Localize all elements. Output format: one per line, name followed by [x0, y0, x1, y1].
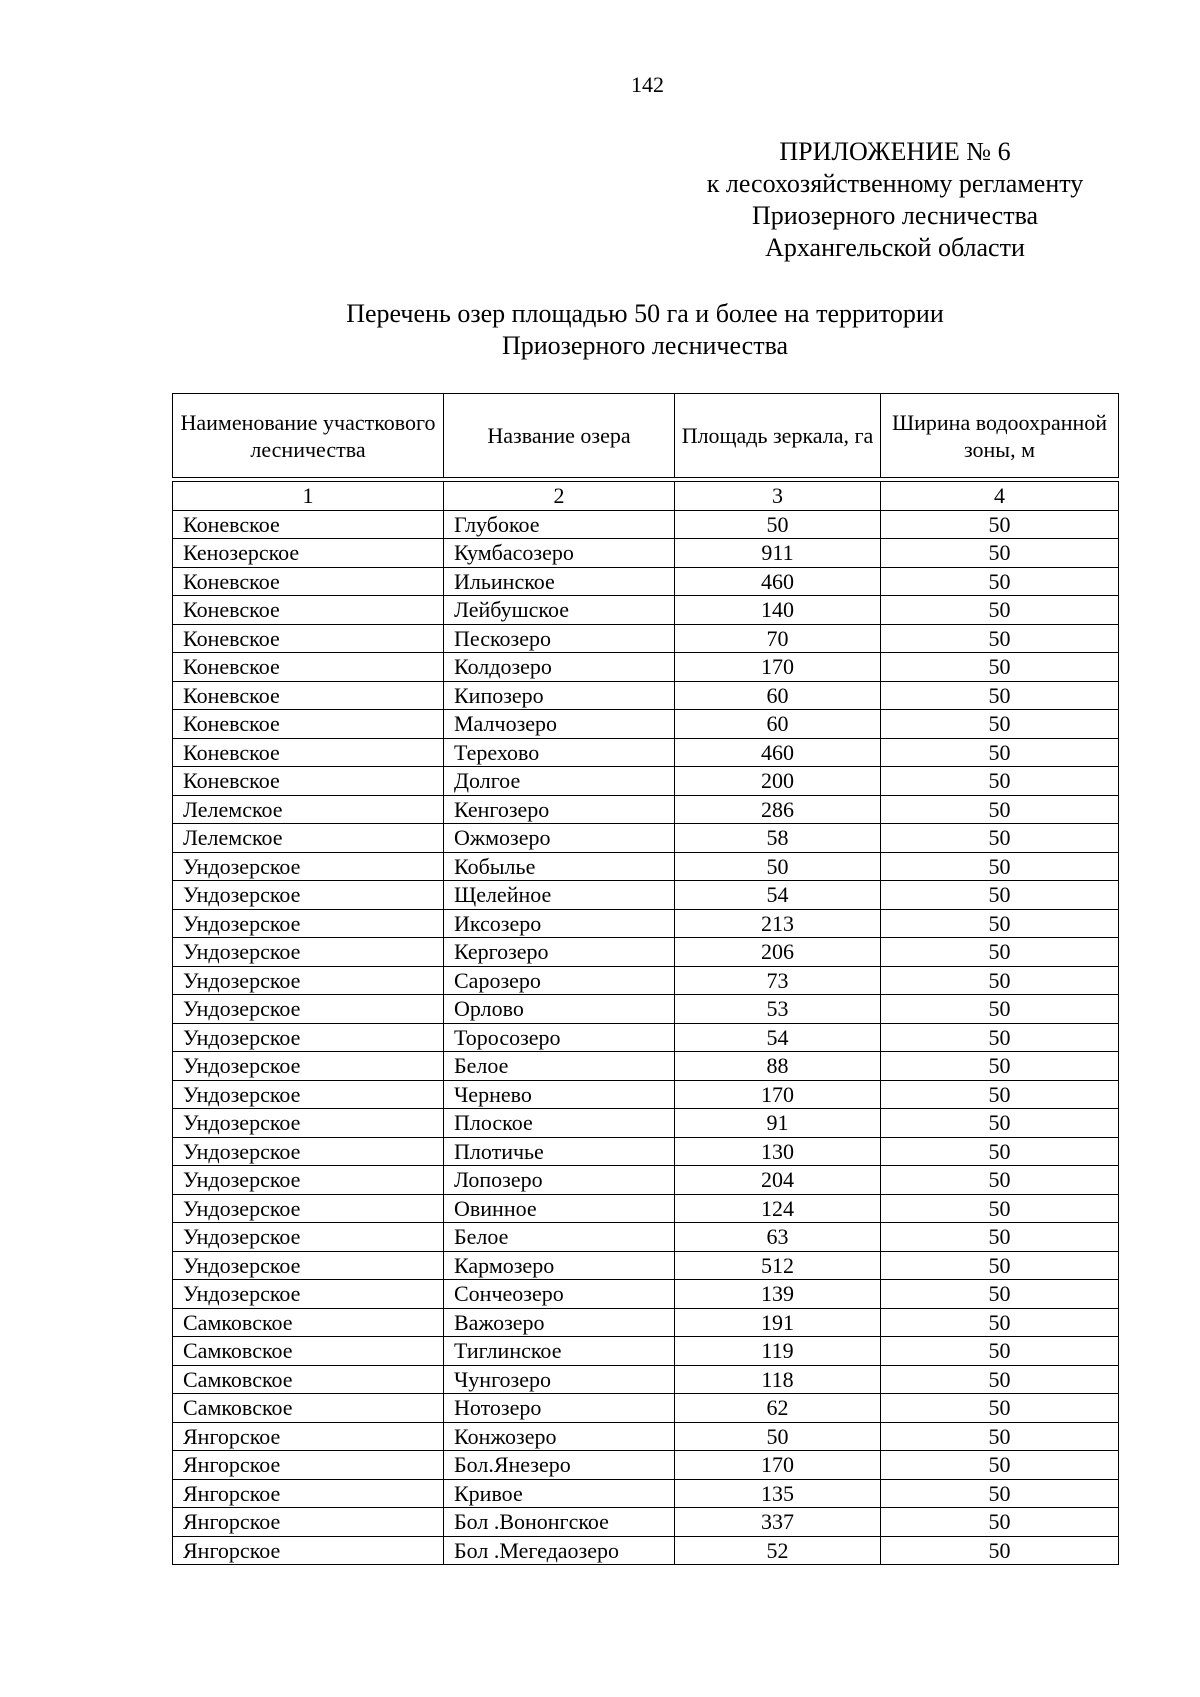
- column-number: 1: [173, 482, 444, 511]
- cell-protection-zone-width: 50: [881, 795, 1119, 824]
- table-row: [173, 767, 1119, 796]
- cell-surface-area: 139: [675, 1280, 881, 1309]
- cell-surface-area: 73: [675, 966, 881, 995]
- cell-protection-zone-width: 50: [881, 767, 1119, 796]
- header-surface-area: Площадь зеркала, га: [675, 394, 881, 478]
- appendix-heading: [690, 136, 1100, 264]
- cell-protection-zone-width: 50: [881, 1479, 1119, 1508]
- cell-protection-zone-width: 50: [881, 852, 1119, 881]
- cell-protection-zone-width: 50: [881, 1508, 1119, 1537]
- table-row: [173, 881, 1119, 910]
- cell-surface-area: 58: [675, 824, 881, 853]
- cell-protection-zone-width: 50: [881, 539, 1119, 568]
- cell-surface-area: 204: [675, 1166, 881, 1195]
- table-row: [173, 1479, 1119, 1508]
- cell-lake-name: Кобылье: [444, 852, 675, 881]
- cell-lake-name: Долгое: [444, 767, 675, 796]
- cell-forestry-district: Ундозерское: [173, 852, 444, 881]
- table-row: [173, 710, 1119, 739]
- cell-forestry-district: Ундозерское: [173, 966, 444, 995]
- table-row: [173, 539, 1119, 568]
- cell-forestry-district: Янгорское: [173, 1479, 444, 1508]
- cell-lake-name: Орлово: [444, 995, 675, 1024]
- cell-forestry-district: Коневское: [173, 710, 444, 739]
- table-row: [173, 1536, 1119, 1565]
- cell-protection-zone-width: 50: [881, 1223, 1119, 1252]
- cell-protection-zone-width: 50: [881, 1052, 1119, 1081]
- column-number: 3: [675, 482, 881, 511]
- cell-protection-zone-width: 50: [881, 710, 1119, 739]
- cell-protection-zone-width: 50: [881, 824, 1119, 853]
- cell-surface-area: 50: [675, 1422, 881, 1451]
- cell-forestry-district: Ундозерское: [173, 1223, 444, 1252]
- cell-lake-name: Иксозеро: [444, 909, 675, 938]
- cell-surface-area: 512: [675, 1251, 881, 1280]
- cell-surface-area: 170: [675, 653, 881, 682]
- cell-lake-name: Кармозеро: [444, 1251, 675, 1280]
- cell-surface-area: 119: [675, 1337, 881, 1366]
- table-row: [173, 1223, 1119, 1252]
- cell-surface-area: 206: [675, 938, 881, 967]
- cell-forestry-district: Ундозерское: [173, 938, 444, 967]
- cell-forestry-district: Ундозерское: [173, 1052, 444, 1081]
- cell-lake-name: Сончеозеро: [444, 1280, 675, 1309]
- cell-lake-name: Терехово: [444, 738, 675, 767]
- cell-surface-area: 70: [675, 624, 881, 653]
- cell-surface-area: 91: [675, 1109, 881, 1138]
- table-row: [173, 1023, 1119, 1052]
- cell-surface-area: 88: [675, 1052, 881, 1081]
- cell-forestry-district: Лелемское: [173, 824, 444, 853]
- cell-forestry-district: Самковское: [173, 1394, 444, 1423]
- header-lake-name: Название озера: [444, 394, 675, 478]
- cell-lake-name: Важозеро: [444, 1308, 675, 1337]
- cell-forestry-district: Янгорское: [173, 1451, 444, 1480]
- cell-surface-area: 170: [675, 1080, 881, 1109]
- table-row: [173, 1280, 1119, 1309]
- cell-forestry-district: Ундозерское: [173, 1280, 444, 1309]
- table-row: [173, 567, 1119, 596]
- table-header: [172, 393, 1119, 478]
- cell-protection-zone-width: 50: [881, 1365, 1119, 1394]
- cell-protection-zone-width: 50: [881, 909, 1119, 938]
- cell-lake-name: Плотичье: [444, 1137, 675, 1166]
- cell-surface-area: 52: [675, 1536, 881, 1565]
- cell-lake-name: Лопозеро: [444, 1166, 675, 1195]
- cell-protection-zone-width: 50: [881, 881, 1119, 910]
- cell-forestry-district: Коневское: [173, 738, 444, 767]
- cell-protection-zone-width: 50: [881, 1451, 1119, 1480]
- page-number: 142: [631, 72, 664, 97]
- cell-forestry-district: Коневское: [173, 596, 444, 625]
- cell-lake-name: Чернево: [444, 1080, 675, 1109]
- cell-lake-name: Тиглинское: [444, 1337, 675, 1366]
- cell-protection-zone-width: 50: [881, 681, 1119, 710]
- appendix-number: ПРИЛОЖЕНИЕ № 6: [779, 137, 1011, 166]
- cell-surface-area: 460: [675, 567, 881, 596]
- appendix-region: Архангельской области: [765, 233, 1025, 262]
- table-row: [173, 1422, 1119, 1451]
- document-title: [170, 298, 1120, 362]
- cell-forestry-district: Ундозерское: [173, 1194, 444, 1223]
- cell-protection-zone-width: 50: [881, 1394, 1119, 1423]
- table-row: [173, 938, 1119, 967]
- cell-lake-name: Овинное: [444, 1194, 675, 1223]
- cell-surface-area: 460: [675, 738, 881, 767]
- cell-lake-name: Торосозеро: [444, 1023, 675, 1052]
- cell-forestry-district: Янгорское: [173, 1508, 444, 1537]
- table-row: [173, 1337, 1119, 1366]
- cell-lake-name: Белое: [444, 1052, 675, 1081]
- cell-forestry-district: Коневское: [173, 510, 444, 539]
- table-row: [173, 1251, 1119, 1280]
- cell-lake-name: Малчозеро: [444, 710, 675, 739]
- table-row: [173, 738, 1119, 767]
- cell-surface-area: 60: [675, 710, 881, 739]
- cell-lake-name: Колдозеро: [444, 653, 675, 682]
- cell-forestry-district: Кенозерское: [173, 539, 444, 568]
- cell-forestry-district: Ундозерское: [173, 1251, 444, 1280]
- appendix-subtitle: к лесохозяйственному регламенту: [706, 169, 1084, 198]
- cell-surface-area: 286: [675, 795, 881, 824]
- cell-lake-name: Кергозеро: [444, 938, 675, 967]
- cell-surface-area: 60: [675, 681, 881, 710]
- document-title-line-2: Приозерного лесничества: [501, 331, 789, 360]
- cell-forestry-district: Самковское: [173, 1337, 444, 1366]
- header-protection-zone-width: Ширина водоохранной зоны, м: [881, 394, 1119, 478]
- cell-surface-area: 200: [675, 767, 881, 796]
- cell-surface-area: 170: [675, 1451, 881, 1480]
- cell-forestry-district: Янгорское: [173, 1422, 444, 1451]
- table-row: [173, 995, 1119, 1024]
- table-row: [173, 510, 1119, 539]
- cell-forestry-district: Коневское: [173, 624, 444, 653]
- cell-protection-zone-width: 50: [881, 995, 1119, 1024]
- cell-protection-zone-width: 50: [881, 966, 1119, 995]
- column-number: 4: [881, 482, 1119, 511]
- table-row: [173, 1080, 1119, 1109]
- document-title-line-1: Перечень озер площадью 50 га и более на территории: [346, 299, 944, 328]
- column-number-row: [173, 482, 1119, 511]
- cell-surface-area: 62: [675, 1394, 881, 1423]
- cell-protection-zone-width: 50: [881, 738, 1119, 767]
- cell-surface-area: 124: [675, 1194, 881, 1223]
- table-row: [173, 1394, 1119, 1423]
- header-row: [173, 394, 1119, 478]
- cell-forestry-district: Лелемское: [173, 795, 444, 824]
- cell-protection-zone-width: 50: [881, 510, 1119, 539]
- cell-lake-name: Лейбушское: [444, 596, 675, 625]
- cell-forestry-district: Ундозерское: [173, 909, 444, 938]
- cell-surface-area: 53: [675, 995, 881, 1024]
- cell-protection-zone-width: 50: [881, 1109, 1119, 1138]
- cell-forestry-district: Коневское: [173, 567, 444, 596]
- cell-forestry-district: Коневское: [173, 653, 444, 682]
- cell-lake-name: Плоское: [444, 1109, 675, 1138]
- table-row: [173, 1109, 1119, 1138]
- table-row: [173, 852, 1119, 881]
- cell-forestry-district: Ундозерское: [173, 1080, 444, 1109]
- cell-protection-zone-width: 50: [881, 1337, 1119, 1366]
- header-forestry-district: Наименование участкового лесничества: [173, 394, 444, 478]
- cell-lake-name: Белое: [444, 1223, 675, 1252]
- cell-protection-zone-width: 50: [881, 1251, 1119, 1280]
- table-row: [173, 966, 1119, 995]
- cell-surface-area: 130: [675, 1137, 881, 1166]
- cell-protection-zone-width: 50: [881, 653, 1119, 682]
- lakes-table-body: [173, 482, 1119, 1565]
- table-row: [173, 1451, 1119, 1480]
- table-row: [173, 596, 1119, 625]
- cell-lake-name: Конжозеро: [444, 1422, 675, 1451]
- cell-surface-area: 50: [675, 852, 881, 881]
- cell-protection-zone-width: 50: [881, 1422, 1119, 1451]
- cell-protection-zone-width: 50: [881, 1023, 1119, 1052]
- cell-protection-zone-width: 50: [881, 1137, 1119, 1166]
- cell-lake-name: Пескозеро: [444, 624, 675, 653]
- cell-lake-name: Глубокое: [444, 510, 675, 539]
- cell-lake-name: Кенгозеро: [444, 795, 675, 824]
- cell-surface-area: 54: [675, 1023, 881, 1052]
- cell-forestry-district: Ундозерское: [173, 995, 444, 1024]
- table-row: [173, 1308, 1119, 1337]
- cell-lake-name: Кривое: [444, 1479, 675, 1508]
- table-row: [173, 1137, 1119, 1166]
- cell-protection-zone-width: 50: [881, 1080, 1119, 1109]
- cell-protection-zone-width: 50: [881, 1280, 1119, 1309]
- cell-surface-area: 191: [675, 1308, 881, 1337]
- table-row: [173, 909, 1119, 938]
- cell-surface-area: 118: [675, 1365, 881, 1394]
- cell-surface-area: 135: [675, 1479, 881, 1508]
- cell-forestry-district: Самковское: [173, 1365, 444, 1394]
- cell-forestry-district: Ундозерское: [173, 881, 444, 910]
- cell-surface-area: 63: [675, 1223, 881, 1252]
- cell-lake-name: Бол.Янезеро: [444, 1451, 675, 1480]
- cell-lake-name: Щелейное: [444, 881, 675, 910]
- cell-protection-zone-width: 50: [881, 624, 1119, 653]
- cell-forestry-district: Янгорское: [173, 1536, 444, 1565]
- cell-lake-name: Бол .Мегедаозеро: [444, 1536, 675, 1565]
- cell-lake-name: Бол .Вононгское: [444, 1508, 675, 1537]
- cell-surface-area: 337: [675, 1508, 881, 1537]
- cell-protection-zone-width: 50: [881, 596, 1119, 625]
- cell-lake-name: Нотозеро: [444, 1394, 675, 1423]
- cell-protection-zone-width: 50: [881, 1536, 1119, 1565]
- cell-forestry-district: Ундозерское: [173, 1023, 444, 1052]
- table-row: [173, 1508, 1119, 1537]
- cell-lake-name: Сарозеро: [444, 966, 675, 995]
- cell-protection-zone-width: 50: [881, 567, 1119, 596]
- cell-surface-area: 213: [675, 909, 881, 938]
- cell-lake-name: Ильинское: [444, 567, 675, 596]
- table-row: [173, 1194, 1119, 1223]
- cell-surface-area: 50: [675, 510, 881, 539]
- cell-surface-area: 54: [675, 881, 881, 910]
- appendix-forestry: Приозерного лесничества: [751, 201, 1039, 230]
- table-row: [173, 1052, 1119, 1081]
- cell-forestry-district: Ундозерское: [173, 1109, 444, 1138]
- cell-protection-zone-width: 50: [881, 1194, 1119, 1223]
- column-number: 2: [444, 482, 675, 511]
- cell-protection-zone-width: 50: [881, 1308, 1119, 1337]
- table-row: [173, 1365, 1119, 1394]
- table-row: [173, 824, 1119, 853]
- cell-forestry-district: Самковское: [173, 1308, 444, 1337]
- cell-surface-area: 140: [675, 596, 881, 625]
- cell-forestry-district: Коневское: [173, 681, 444, 710]
- table-row: [173, 653, 1119, 682]
- cell-lake-name: Кумбасозеро: [444, 539, 675, 568]
- cell-lake-name: Кипозеро: [444, 681, 675, 710]
- cell-protection-zone-width: 50: [881, 1166, 1119, 1195]
- cell-lake-name: Ожмозеро: [444, 824, 675, 853]
- cell-surface-area: 911: [675, 539, 881, 568]
- cell-forestry-district: Ундозерское: [173, 1166, 444, 1195]
- cell-protection-zone-width: 50: [881, 938, 1119, 967]
- table-row: [173, 681, 1119, 710]
- cell-lake-name: Чунгозеро: [444, 1365, 675, 1394]
- table-row: [173, 624, 1119, 653]
- cell-forestry-district: Коневское: [173, 767, 444, 796]
- lakes-table: [172, 481, 1119, 1565]
- table-row: [173, 795, 1119, 824]
- cell-forestry-district: Ундозерское: [173, 1137, 444, 1166]
- table-row: [173, 1166, 1119, 1195]
